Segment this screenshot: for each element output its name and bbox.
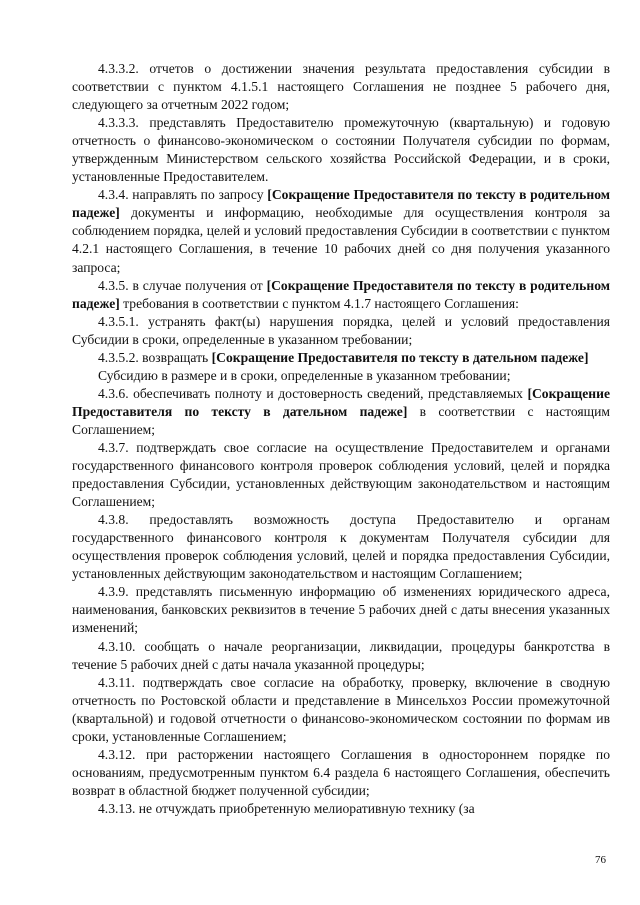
paragraph-text: 4.3.3.2. отчетов о достижении значения результата предоставления субсидии в соответствии с пунктом 4.1.5.1 настоящего Соглашения не позднее 5 рабочего дня, следующего за отчетным 2022 годом; bbox=[72, 61, 610, 113]
paragraph bbox=[72, 114, 610, 186]
paragraph bbox=[72, 638, 610, 674]
paragraph-text: 4.3.12. при расторжении настоящего Соглашения в одностороннем порядке по основаниям, предусмотренным пунктом 6.4 раздела 6 настоящего Соглашения, обеспечить возврат в областной бюджет полученной субсидии; bbox=[72, 746, 610, 798]
paragraph bbox=[72, 277, 610, 313]
paragraph bbox=[72, 800, 610, 818]
paragraph-text: 4.3.11. подтверждать свое согласие на обработку, проверку, включение в сводную отчетность по Ростовской области и представление в Минсельхоз России промежуточной (квартальной) и годовой отчетности о финансово-экономическом состоянии по формам ив сроки, установленные Соглашением; bbox=[72, 674, 610, 744]
bold-placeholder-text: [Сокращение Предоставителя по тексту в родительном падеже] bbox=[72, 277, 610, 311]
paragraph-text: в соответствии с настоящим Соглашением; bbox=[72, 403, 610, 437]
paragraph bbox=[72, 60, 610, 114]
bold-placeholder-text: [Сокращение Предоставителя по тексту в дательном падеже] bbox=[211, 349, 589, 365]
paragraph-text: документы и информацию, необходимые для осуществления контроля за соблюдением порядка, целей и условий предоставления Субсидии в соответствии с пунктом 4.2.1 настоящего Соглашения, в течение 10 рабочих дней со дня получения указанного запроса; bbox=[72, 205, 610, 275]
document-body bbox=[72, 60, 610, 818]
paragraph-text: 4.3.13. не отчуждать приобретенную мелиоративную технику (за bbox=[98, 800, 475, 816]
paragraph-text: 4.3.7. подтверждать свое согласие на осуществление Предоставителем и органами государственного финансового контроля проверок соблюдения условий, целей и порядка предоставления Субсидии, установленных действующим законодательством и настоящим Соглашением; bbox=[72, 439, 610, 510]
paragraph-text: требования в соответствии с пунктом 4.1.7 настоящего Соглашения: bbox=[119, 295, 519, 311]
page-number: 76 bbox=[595, 854, 606, 866]
paragraph-text: 4.3.9. представлять письменную информацию об изменениях юридического адреса, наименования, банковских реквизитов в течение 5 рабочих дней с даты внесения указанных изменений; bbox=[72, 584, 610, 636]
paragraph-text: 4.3.5. в случае получения от bbox=[98, 277, 267, 293]
bold-placeholder-text: [Сокращение Предоставителя по тексту в родительном падеже] bbox=[72, 187, 610, 221]
paragraph-text: 4.3.5.2. возвращать bbox=[98, 349, 212, 365]
paragraph bbox=[72, 674, 610, 746]
paragraph bbox=[72, 746, 610, 800]
paragraph-text: 4.3.5.1. устранять факт(ы) нарушения порядка, целей и условий предоставления Субсидии в сроки, определенные в указанном требовании; bbox=[72, 313, 610, 347]
paragraph bbox=[72, 186, 610, 276]
paragraph-text: 4.3.10. сообщать о начале реорганизации, ликвидации, процедуры банкротства в течение 5 рабочих дней с даты начала указанной процедуры; bbox=[72, 638, 610, 672]
paragraph bbox=[72, 439, 610, 511]
paragraph-text: 4.3.8. предоставлять возможность доступа Предоставителю и органам государственного финансового контроля к документам Получателя субсидии для осуществления проверок соблюдения условий, целей и порядка предоставления Субсидии, установленных действующим законодательством и настоящим Соглашением; bbox=[72, 512, 610, 582]
paragraph-text: 4.3.3.3. представлять Предоставителю промежуточную (квартальную) и годовую отчетность о финансово-экономическом о состоянии Получателя субсидии по формам, утвержденным Министерством сельского хозяйства Российской Федерации, и в сроки, установленные Предоставителем. bbox=[72, 115, 610, 185]
paragraph bbox=[72, 511, 610, 583]
paragraph-text: Субсидию в размере и в сроки, определенные в указанном требовании; bbox=[98, 367, 511, 383]
paragraph-text: 4.3.6. обеспечивать полноту и достоверность сведений, представляемых bbox=[98, 385, 528, 401]
paragraph bbox=[72, 349, 610, 367]
paragraph bbox=[72, 367, 610, 385]
paragraph bbox=[72, 583, 610, 637]
paragraph bbox=[72, 385, 610, 439]
paragraph bbox=[72, 313, 610, 349]
paragraph-text: 4.3.4. направлять по запросу bbox=[98, 187, 268, 203]
bold-placeholder-text: [Сокращение Предоставителя по тексту в дательном падеже] bbox=[72, 385, 610, 419]
